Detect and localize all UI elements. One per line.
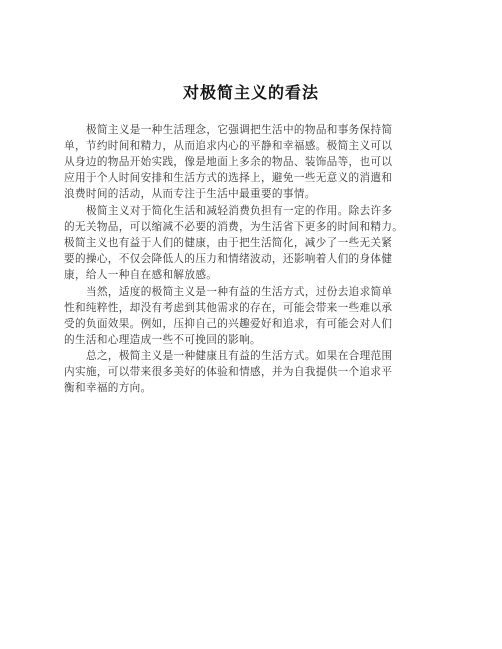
paragraph-1-line-3: 从身边的物品开始实践，像是地面上多余的物品、装饰品等，也可以 [64,156,393,168]
paragraph-2-line-3: 极简主义也有益于人们的健康，由于把生活简化，减少了一些无关紧 [64,237,393,249]
paragraph-3-line-2: 性和纯粹性，却没有考虑到其他需求的存在，可能会带来一些难以承 [64,302,393,314]
paragraph-2-line-1: 极简主义对于简化生活和减轻消费负担有一定的作用。除去许多 [86,205,393,217]
paragraph-1-line-4: 应用于个人时间安排和生活方式的选择上，避免一些无意义的消遣和 [64,172,393,184]
paragraph-1-line-2: 单，节约时间和精力，从而追求内心的平静和幸福感。极简主义可以 [64,140,393,152]
paragraph-2-line-5: 康，给人一种自在感和解放感。 [64,269,218,281]
paragraph-4-line-1: 总之，极简主义是一种健康且有益的生活方式。如果在合理范围 [86,350,393,362]
paragraph-3-line-1: 当然，适度的极简主义是一种有益的生活方式，过份去追求简单 [86,286,393,298]
paragraph-1-line-5: 浪费时间的活动，从而专注于生活中最重要的事情。 [64,188,316,200]
paragraph-4-line-2: 内实施，可以带来很多美好的体验和情感，并为自我提供一个追求平 [64,366,393,378]
paragraph-3-line-4: 的生活和心理造成一些不可挽回的影响。 [64,334,261,346]
page-title: 对极简主义的看法 [182,83,319,102]
paragraph-1-line-1: 极简主义是一种生活理念，它强调把生活中的物品和事务保持简 [86,124,393,136]
paragraph-4-line-3: 衡和幸福的方向。 [64,382,152,394]
paragraph-2-line-4: 要的操心，不仅会降低人的压力和情绪波动，还影响着人们的身体健 [64,253,393,265]
paragraph-2-line-2: 的无关物品，可以缩减不必要的消费，为生活省下更多的时间和精力。 [64,221,404,233]
paragraph-3-line-3: 受的负面效果。例如，压抑自己的兴趣爱好和追求，有可能会对人们 [64,318,393,330]
